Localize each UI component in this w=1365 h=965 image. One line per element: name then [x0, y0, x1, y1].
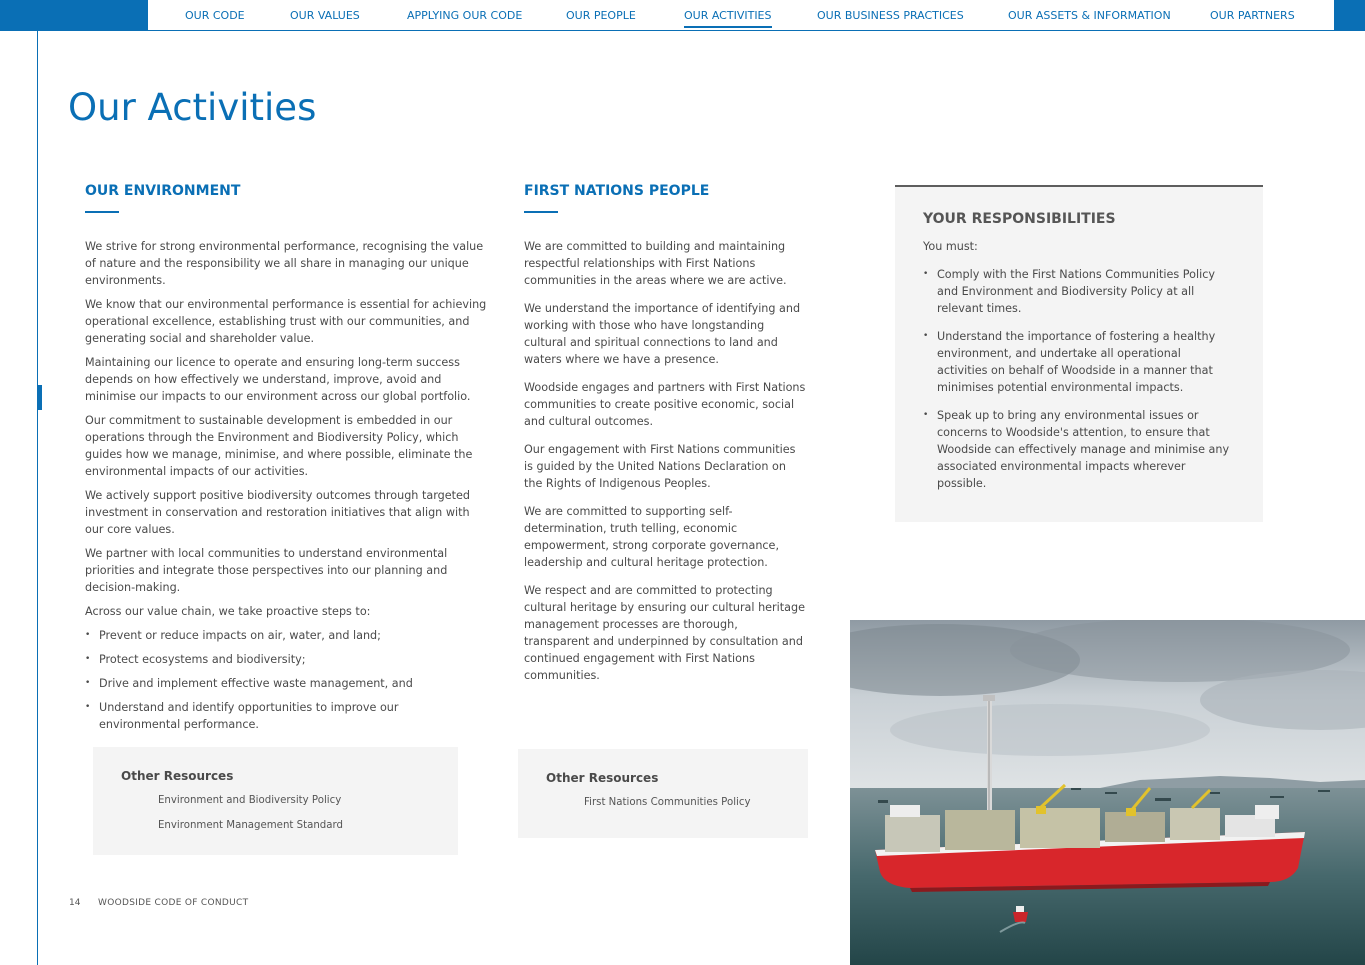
first-nations-paragraph: We respect and are committed to protecting cultural heritage by ensuring our cultural heritage management processes are thorough, transparent and underpinned by consultation and continued engagement with First Nations communities. — [524, 584, 805, 682]
first-nations-paragraph: We are committed to building and maintaining respectful relationships with First Nations communities in the areas where we are active. — [524, 240, 787, 287]
responsibility-bullet: • Comply with the First Nations Communities Policy and Environment and Biodiversity Policy at all relevant times. — [923, 266, 1233, 317]
environment-heading-rule — [85, 211, 119, 213]
environment-heading: OUR ENVIRONMENT — [85, 183, 241, 199]
environment-bullet: • Understand and identify opportunities to improve our environmental performance. — [85, 699, 399, 733]
responsibilities-title: YOUR RESPONSIBILITIES — [923, 211, 1116, 227]
responsibilities-body — [923, 238, 1233, 503]
footer-document-title: WOODSIDE CODE OF CONDUCT — [98, 898, 249, 908]
nav-our-people[interactable]: OUR PEOPLE — [566, 9, 636, 22]
environment-bullet: • Protect ecosystems and biodiversity; — [85, 651, 487, 668]
first-nations-paragraph: Our engagement with First Nations communities is guided by the United Nations Declaration on the Rights of Indigenous Peoples. — [524, 443, 796, 490]
responsibilities-lead: You must: — [923, 240, 978, 253]
environment-paragraph: We actively support positive biodiversity outcomes through targeted investment in conservation and restoration initiatives that align with our core values. — [85, 489, 470, 536]
environment-bullet: • Prevent or reduce impacts on air, water, and land; — [85, 627, 487, 644]
nav-our-code[interactable]: OUR CODE — [185, 9, 245, 22]
environment-paragraph: Maintaining our licence to operate and ensuring long-term success depends on how effectively we understand, improve, avoid and minimise our impacts to our environment across our global portfolio. — [85, 356, 471, 403]
first-nations-paragraph: We understand the importance of identifying and working with those who have longstanding cultural and spiritual connections to land and waters where we have a presence. — [524, 302, 801, 366]
environment-management-standard-link[interactable]: Environment Management Standard — [158, 820, 343, 831]
footer-page-number: 14 — [69, 898, 81, 908]
environment-bullet: • Drive and implement effective waste management, and — [85, 675, 487, 692]
environment-biodiversity-policy-link[interactable]: Environment and Biodiversity Policy — [158, 795, 342, 806]
first-nations-paragraph: We are committed to supporting self-determination, truth telling, economic empowerment, strong corporate governance, leadership and cultural heritage protection. — [524, 505, 779, 569]
nav-left-accent-block — [0, 0, 148, 30]
environment-body — [85, 238, 487, 740]
nav-right-accent-block — [1334, 0, 1365, 30]
environment-paragraph: We know that our environmental performance is essential for achieving operational excellence, establishing trust with our communities, and generating social and shareholder value. — [85, 298, 487, 345]
environment-resources-title: Other Resources — [121, 769, 234, 783]
first-nations-communities-policy-link[interactable]: First Nations Communities Policy — [584, 797, 751, 808]
environment-paragraph: We strive for strong environmental performance, recognising the value of nature and the responsibility we all share in managing our unique environments. — [85, 240, 484, 287]
nav-our-activities[interactable]: OUR ACTIVITIES — [684, 9, 772, 28]
left-margin-marker — [37, 385, 42, 410]
nav-our-assets-information[interactable]: OUR ASSETS & INFORMATION — [1008, 9, 1171, 22]
environment-paragraph: Across our value chain, we take proactive steps to: — [85, 605, 371, 618]
nav-our-values[interactable]: OUR VALUES — [290, 9, 360, 22]
environment-paragraph: We partner with local communities to understand environmental priorities and integrate those perspectives into our planning and decision-making. — [85, 547, 448, 594]
first-nations-resources-panel — [518, 749, 808, 838]
nav-applying-our-code[interactable]: APPLYING OUR CODE — [407, 9, 523, 22]
first-nations-resources-title: Other Resources — [546, 771, 659, 785]
first-nations-body — [524, 238, 806, 695]
left-margin-rule — [37, 30, 38, 965]
first-nations-heading: FIRST NATIONS PEOPLE — [524, 183, 710, 199]
first-nations-heading-rule — [524, 211, 558, 213]
nav-our-partners[interactable]: OUR PARTNERS — [1210, 9, 1295, 22]
environment-paragraph: Our commitment to sustainable development is embedded in our operations through the Environment and Biodiversity Policy, which guides how we manage, minimise, and where possible, eliminate the environmental impacts of our activities. — [85, 414, 473, 478]
responsibility-bullet: • Understand the importance of fostering a healthy environment, and undertake all operational activities on behalf of Woodside in a manner that minimises potential environmental impacts. — [923, 328, 1233, 396]
nav-our-business-practices[interactable]: OUR BUSINESS PRACTICES — [817, 9, 964, 22]
page-title: Our Activities — [68, 86, 317, 129]
first-nations-paragraph: Woodside engages and partners with First Nations communities to create positive economic, social and cultural outcomes. — [524, 381, 806, 428]
fpso-vessel-photo-icon — [850, 620, 1365, 965]
responsibility-bullet: • Speak up to bring any environmental issues or concerns to Woodside's attention, to ensure that Woodside can effectively manage and minimise any associated environmental impacts wherever possible. — [923, 407, 1233, 492]
